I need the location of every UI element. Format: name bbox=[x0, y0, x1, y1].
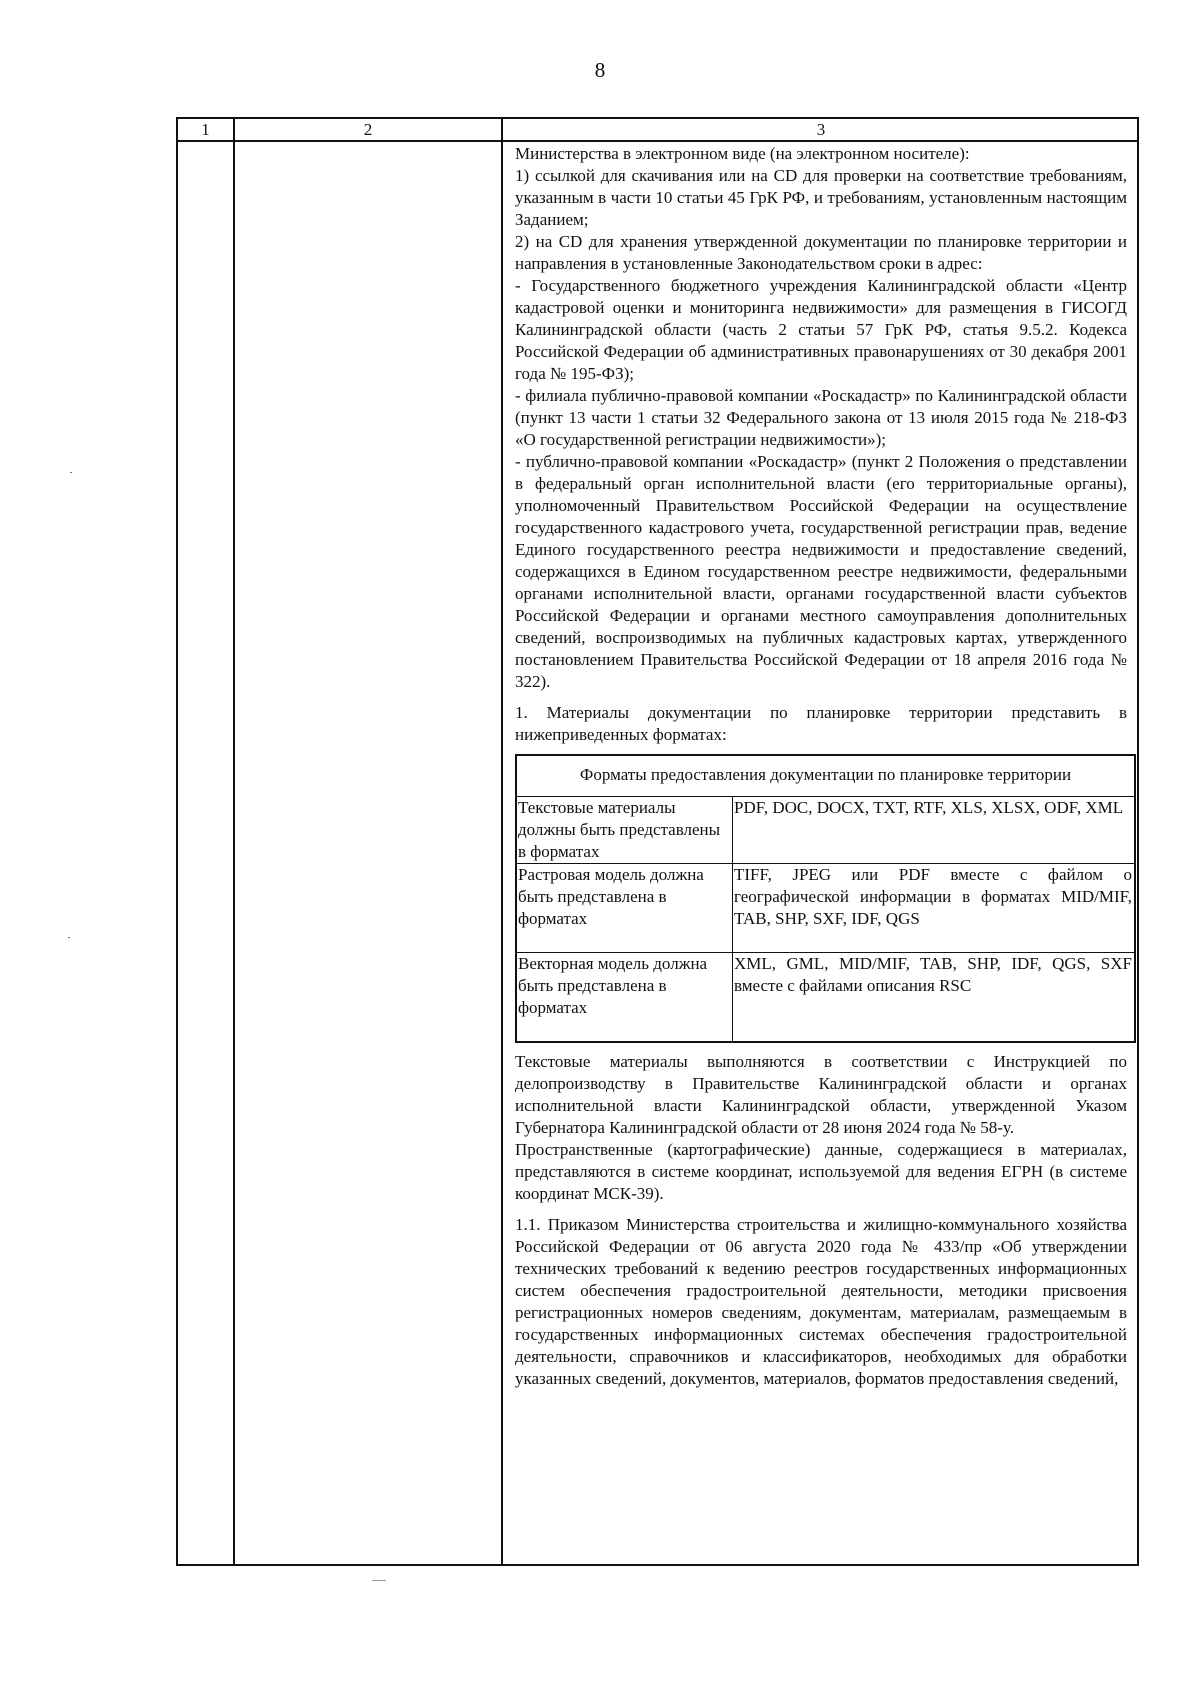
paragraph: Министерства в электронном виде (на электронном носителе): bbox=[515, 144, 970, 163]
paragraph: - Государственного бюджетного учреждения Калининградской области «Центр кадастровой оценки и мониторинга недвижимости» для размещения в ГИСОГД Калининградской области (часть 2 статьи 57 ГрК РФ, статья 9.5.2. Кодекса Российской Федерации об административных правонарушениях от 30 декабря 2001 года № 195-ФЗ); bbox=[515, 276, 1127, 383]
column-divider bbox=[501, 119, 503, 1564]
scan-speck bbox=[70, 472, 72, 473]
format-label: Векторная модель должна быть представлена в форматах bbox=[516, 953, 733, 1043]
format-value: PDF, DOC, DOCX, TXT, RTF, XLS, XLSX, ODF, XML bbox=[733, 797, 1136, 864]
formats-table-header: Форматы предоставления документации по планировке территории bbox=[516, 755, 1135, 797]
table-row bbox=[516, 797, 1135, 864]
format-value: TIFF, JPEG или PDF вместе с файлом о географической информации в форматах MID/MIF, TAB, SHP, SXF, IDF, QGS bbox=[733, 864, 1136, 953]
document-table bbox=[176, 117, 1139, 1566]
page-number: 8 bbox=[594, 58, 606, 82]
scan-speck bbox=[372, 1580, 386, 1581]
paragraph: 1.1. Приказом Министерства строительства и жилищно-коммунального хозяйства Российской Федерации от 06 августа 2020 года № 433/пр «Об утверждении технических требований к ведению реестров государственных информационных систем обеспечения градостроительной деятельности, методики присвоения регистрационных номеров сведениям, документам, материалам, размещаемым в государственных информационных системах обеспечения градостроительной деятельности, справочников и классификаторов, необходимых для обработки указанных сведений, документов, материалов, форматов предоставления сведений, bbox=[515, 1215, 1127, 1388]
paragraph: Пространственные (картографические) данные, содержащиеся в материалах, представляются в системе координат, используемой для ведения ЕГРН (в системе координат МСК-39). bbox=[515, 1140, 1127, 1203]
paragraph: 1) ссылкой для скачивания или на CD для проверки на соответствие требованиям, указанным в части 10 статьи 45 ГрК РФ, и требованиям, установленным настоящим Заданием; bbox=[515, 166, 1127, 229]
column-number-3: 3 bbox=[816, 120, 826, 139]
header-divider bbox=[178, 140, 1137, 142]
paragraph: 2) на CD для хранения утвержденной документации по планировке территории и направления в установленные Законодательством сроки в адрес: bbox=[515, 232, 1127, 273]
column-number-1: 1 bbox=[201, 120, 210, 139]
formats-intro: 1. Материалы документации по планировке территории представить в нижеприведенных форматах: bbox=[515, 703, 1127, 744]
paragraph: - публично-правовой компании «Роскадастр» (пункт 2 Положения о представлении в федеральный орган исполнительной власти (его территориальные органы), уполномоченный Правительством Российской Федерации на осуществление государственного кадастрового учета, государственной регистрации прав, ведение Единого государственного реестра недвижимости и предоставление сведений, содержащихся в Едином государственном реестре недвижимости, федеральными органами исполнительной власти, органами государственной власти субъектов Российской Федерации и органами местного самоуправления дополнительных сведений, воспроизводимых на публичных кадастровых картах, утвержденного постановлением Правительства Российской Федерации от 18 апреля 2016 года № 322). bbox=[515, 452, 1127, 691]
table-row bbox=[516, 864, 1135, 953]
format-label: Растровая модель должна быть представлена в форматах bbox=[516, 864, 733, 953]
paragraph: Текстовые материалы выполняются в соответствии с Инструкцией по делопроизводству в Правительстве Калининградской области и органах исполнительной власти Калининградской области, утвержденной Указом Губернатора Калининградской области от 28 июня 2024 года № 58-у. bbox=[515, 1052, 1127, 1137]
formats-table bbox=[515, 754, 1136, 1043]
column-number-2: 2 bbox=[363, 120, 373, 139]
column-3-content bbox=[515, 143, 1132, 1390]
format-label: Текстовые материалы должны быть представлены в форматах bbox=[516, 797, 733, 864]
column-divider bbox=[233, 119, 235, 1564]
scan-speck bbox=[68, 937, 70, 938]
paragraph: - филиала публично-правовой компании «Роскадастр» по Калининградской области (пункт 13 части 1 статьи 32 Федерального закона от 13 июля 2015 года № 218-ФЗ «О государственной регистрации недвижимости»); bbox=[515, 386, 1127, 449]
formats-table-header-row bbox=[516, 755, 1135, 797]
format-value: XML, GML, MID/MIF, TAB, SHP, IDF, QGS, SXF вместе с файлами описания RSC bbox=[733, 953, 1136, 1043]
table-row bbox=[516, 953, 1135, 1043]
